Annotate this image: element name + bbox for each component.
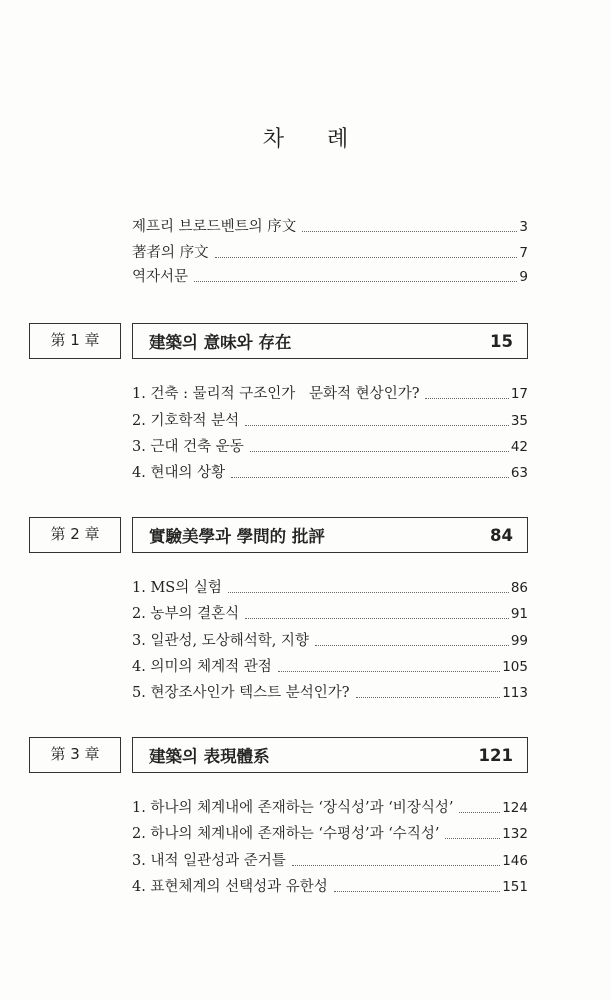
chapter-heading[interactable] (132, 517, 528, 553)
section-entry[interactable] (132, 876, 528, 898)
section-entry[interactable] (132, 577, 528, 599)
chapter-title: 建築의 意味와 存在 (149, 333, 292, 352)
dot-leader (194, 280, 517, 282)
dot-leader (445, 837, 500, 839)
page-number: 113 (502, 685, 528, 701)
page-number: 7 (519, 245, 528, 261)
chapter-page: 84 (490, 525, 513, 545)
dot-leader (334, 890, 500, 892)
page-number: 146 (502, 853, 528, 869)
entry-label: 2. 기호학적 분석 (132, 413, 240, 429)
entry-label: 2. 하나의 체계내에 존재하는 ‘수평성’과 ‘수직성’ (132, 826, 440, 842)
entry-label: 1. 건축 : 물리적 구조인가 문화적 현상인가? (132, 386, 420, 402)
page-title: 차 례 (262, 127, 367, 152)
dot-leader (356, 696, 501, 698)
dot-leader (278, 670, 501, 672)
entry-label: 5. 현장조사인가 텍스트 분석인가? (132, 685, 350, 701)
entry-label: 3. 근대 건축 운동 (132, 439, 244, 455)
dot-leader (245, 424, 509, 426)
section-entry[interactable] (132, 436, 528, 458)
entry-label: 4. 현대의 상황 (132, 465, 226, 481)
section-entry[interactable] (132, 682, 528, 704)
page-number: 91 (510, 606, 528, 622)
page-number: 35 (510, 413, 528, 429)
page-number: 63 (510, 465, 528, 481)
dot-leader (425, 397, 508, 399)
chapter-number: 第 1 章 (29, 323, 121, 359)
section-entry[interactable] (132, 797, 528, 819)
preface-entry[interactable] (132, 266, 528, 288)
chapter-number: 第 2 章 (29, 517, 121, 553)
section-entry[interactable] (132, 630, 528, 652)
entry-label: 4. 의미의 체계적 관점 (132, 659, 272, 675)
entry-label: 1. 하나의 체계내에 존재하는 ‘장식성’과 ‘비장식성’ (132, 800, 454, 816)
page-number: 151 (502, 879, 528, 895)
preface-entry[interactable] (132, 242, 528, 264)
dot-leader (459, 811, 500, 813)
section-entry[interactable] (132, 462, 528, 484)
page-number: 42 (510, 439, 528, 455)
page-number: 17 (510, 386, 528, 402)
chapter-title: 實驗美學과 學問的 批評 (149, 527, 325, 546)
dot-leader (250, 450, 509, 452)
section-entry[interactable] (132, 656, 528, 678)
dot-leader (315, 644, 509, 646)
entry-label: 역자서문 (132, 269, 189, 285)
entry-label: 著者의 序文 (132, 245, 209, 261)
chapter-number: 第 3 章 (29, 737, 121, 773)
section-entry[interactable] (132, 823, 528, 845)
preface-entry[interactable] (132, 216, 528, 238)
chapter-heading[interactable] (132, 323, 528, 359)
dot-leader (292, 864, 500, 866)
chapter-heading[interactable] (132, 737, 528, 773)
dot-leader (228, 591, 509, 593)
page-number: 9 (519, 269, 528, 285)
entry-label: 1. MS의 실험 (132, 580, 222, 596)
page-number: 99 (510, 633, 528, 649)
section-entry[interactable] (132, 383, 528, 405)
dot-leader (215, 256, 518, 258)
section-entry[interactable] (132, 410, 528, 432)
chapter-page: 121 (478, 745, 513, 765)
chapter-title: 建築의 表現體系 (149, 747, 270, 766)
entry-label: 3. 내적 일관성과 준거틀 (132, 853, 286, 869)
entry-label: 3. 일관성, 도상해석학, 지향 (132, 633, 309, 649)
page-number: 132 (502, 826, 528, 842)
page-number: 86 (510, 580, 528, 596)
entry-label: 4. 표현체계의 선택성과 유한성 (132, 879, 328, 895)
page-number: 124 (502, 800, 528, 816)
page-number: 3 (519, 219, 528, 235)
entry-label: 2. 농부의 결혼식 (132, 606, 240, 622)
dot-leader (245, 617, 509, 619)
section-entry[interactable] (132, 603, 528, 625)
chapter-page: 15 (490, 331, 513, 351)
section-entry[interactable] (132, 850, 528, 872)
entry-label: 제프리 브로드벤트의 序文 (132, 219, 297, 235)
page-number: 105 (502, 659, 528, 675)
dot-leader (231, 476, 509, 478)
dot-leader (302, 230, 517, 232)
